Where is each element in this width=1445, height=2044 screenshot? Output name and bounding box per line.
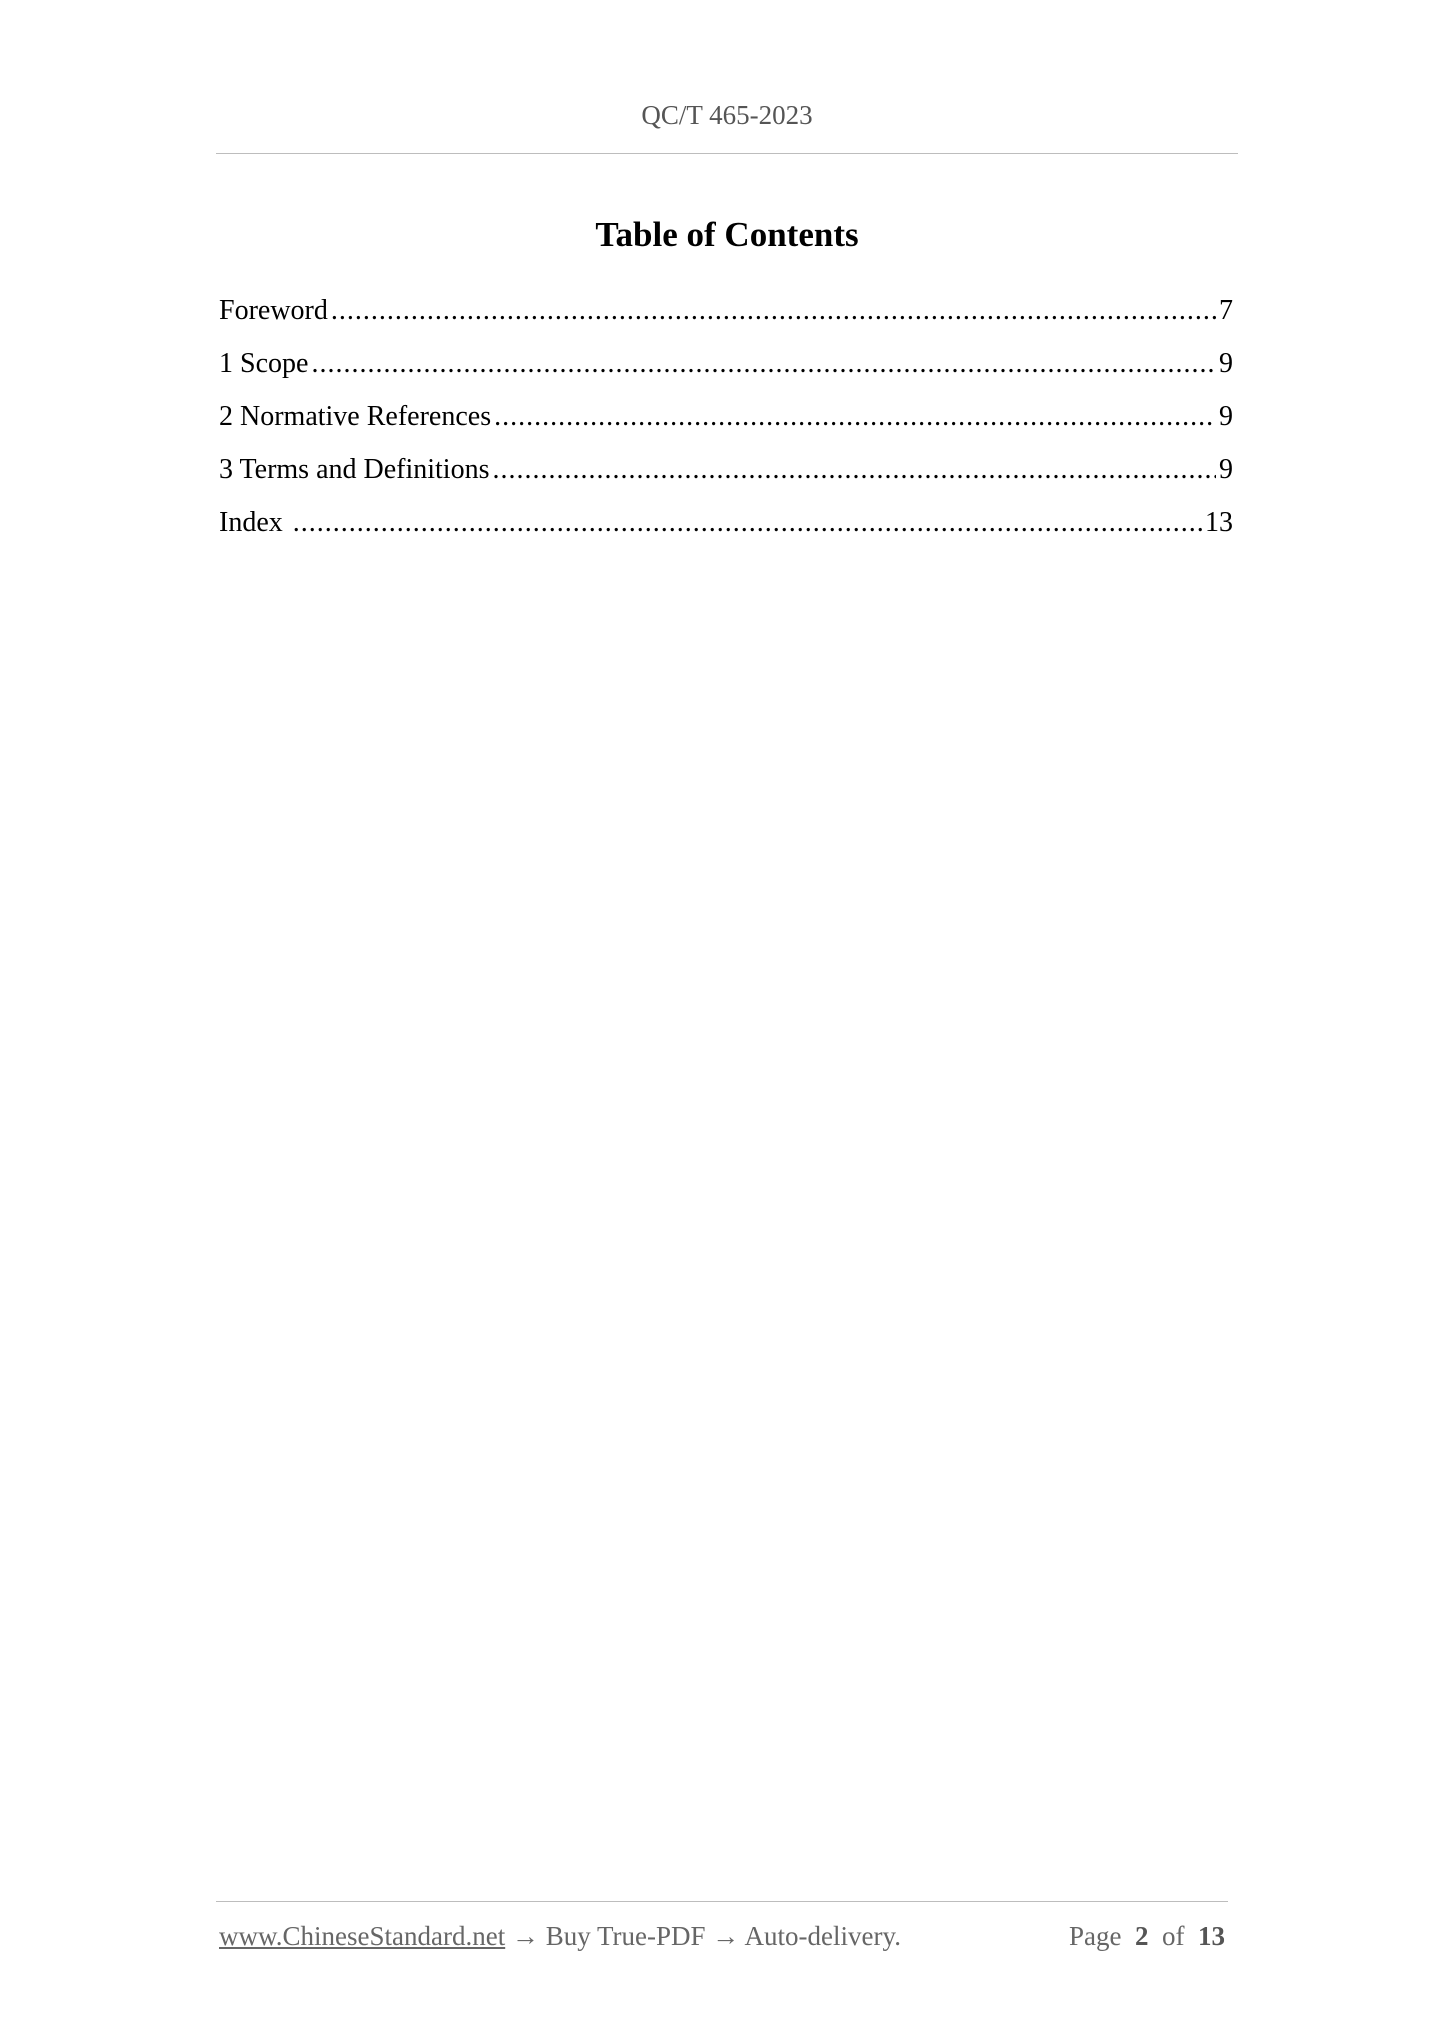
header-divider [216, 153, 1238, 154]
footer-promo [219, 1921, 901, 1952]
toc-entry-normative-references[interactable] [219, 395, 1233, 448]
page-word: Page [1069, 1921, 1122, 1951]
toc-entry-label: 2 Normative References [219, 401, 492, 432]
toc-dot-leader [293, 501, 1202, 545]
page-current: 2 [1135, 1921, 1149, 1951]
footer-step-delivery: Auto-delivery. [744, 1921, 901, 1951]
page-footer [219, 1921, 1225, 1952]
page-total: 13 [1198, 1921, 1225, 1951]
toc-dot-leader [492, 448, 1216, 492]
arrow-right-icon: → [712, 1921, 740, 1951]
toc-entry-page: 7 [1219, 295, 1233, 326]
toc-entry-scope[interactable] [219, 342, 1233, 395]
toc-dot-leader [311, 342, 1216, 386]
toc-entry-page: 13 [1205, 507, 1233, 538]
footer-step-buy: Buy True-PDF [545, 1921, 706, 1951]
toc-entry-index[interactable] [219, 501, 1233, 554]
running-header: QC/T 465-2023 [641, 100, 813, 130]
toc-entry-label: Index [219, 507, 290, 538]
toc-entry-label: Foreword [219, 295, 328, 326]
footer-divider [216, 1901, 1228, 1902]
toc-entry-label: 3 Terms and Definitions [219, 454, 490, 485]
site-link[interactable]: www.ChineseStandard.net [219, 1921, 506, 1951]
toc-dot-leader [331, 289, 1216, 333]
toc-entry-label: 1 Scope [219, 348, 309, 379]
toc-entry-terms-definitions[interactable] [219, 448, 1233, 501]
toc-list [219, 289, 1233, 554]
arrow-right-icon: → [511, 1921, 539, 1951]
toc-title: Table of Contents [595, 215, 859, 254]
page-of: of [1162, 1921, 1185, 1951]
toc-entry-page: 9 [1219, 454, 1233, 485]
toc-entry-page: 9 [1219, 348, 1233, 379]
toc-entry-foreword[interactable] [219, 289, 1233, 342]
page-number [1069, 1921, 1225, 1952]
toc-entry-page: 9 [1219, 401, 1233, 432]
toc-dot-leader [494, 395, 1216, 439]
